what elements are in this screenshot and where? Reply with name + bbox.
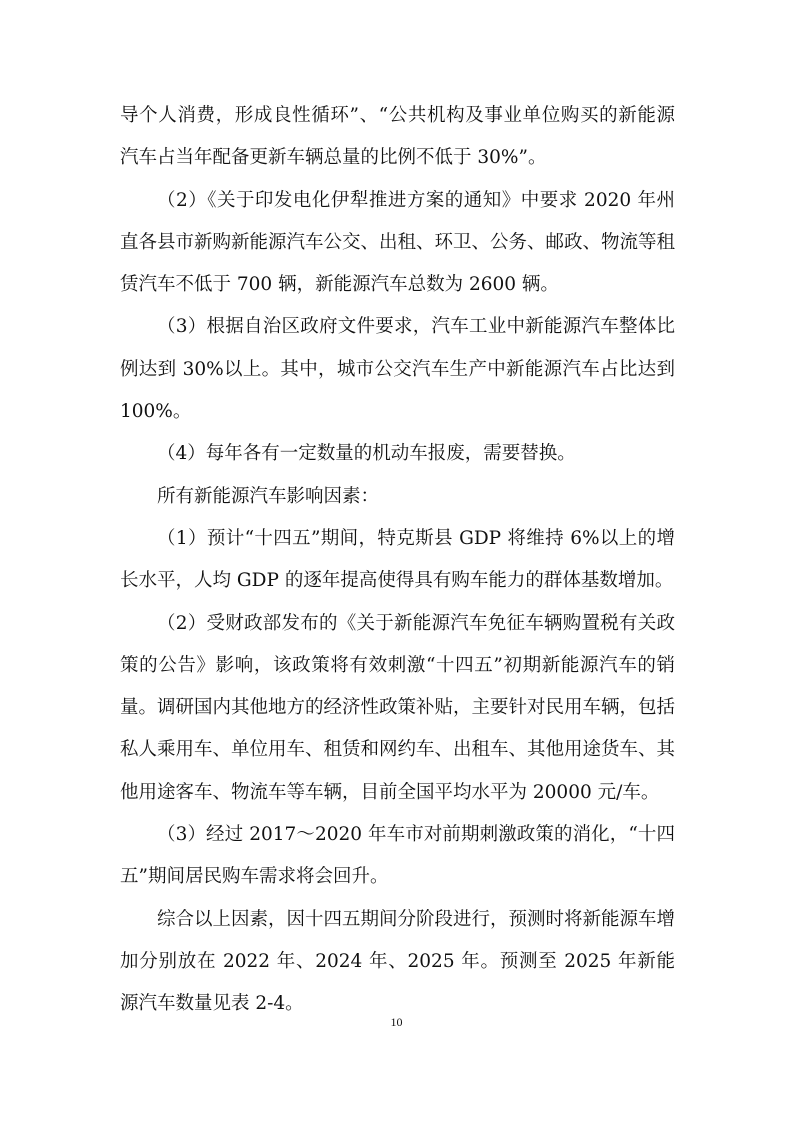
document-body xyxy=(120,95,675,1026)
paragraph-continuation: 导个人消费，形成良性循环”、“公共机构及事业单位购买的新能源汽车占当年配备更新车辆总量的比例不低于 30%”。 xyxy=(120,105,675,169)
paragraph-factor-2-tax-policy: （2）受财政部发布的《关于新能源汽车免征车辆购置税有关政策的公告》影响，该政策将有效刺激“十四五”初期新能源汽车的销量。调研国内其他地方的经济性政策补贴，主要针对民用车辆，包括私人乘用车、单位用车、租赁和网约车、出租车、其他用途货车、其他用途客车、物流车等车辆，目前全国平均水平为 20000 元/车。 xyxy=(120,612,676,803)
paragraph-factor-1-gdp: （1）预计“十四五”期间，特克斯县 GDP 将维持 6%以上的增长水平，人均 GDP 的逐年提高使得具有购车能力的群体基数增加。 xyxy=(120,527,675,592)
paragraph-item-4-scrappage: （4）每年各有一定数量的机动车报废，需要替换。 xyxy=(157,443,576,465)
paragraph-item-3-regional-policy: （3）根据自治区政府文件要求，汽车工业中新能源汽车整体比例达到 30%以上。其中，城市公交汽车生产中新能源汽车占比达到 100%。 xyxy=(120,316,675,423)
paragraph-factor-3-demand: （3）经过 2017～2020 年车市对前期刺激政策的消化，“十四五”期间居民购车需求将会回升。 xyxy=(120,824,675,888)
paragraph-item-2-notice: （2）《关于印发电化伊犁推进方案的通知》中要求 2020 年州直各县市新购新能源汽车公交、出租、环卫、公务、邮政、物流等租赁汽车不低于 700 辆，新能源汽车总数为 2600 辆。 xyxy=(120,189,676,296)
paragraph-factors-heading: 所有新能源汽车影响因素： xyxy=(157,485,380,507)
paragraph-conclusion: 综合以上因素，因十四五期间分阶段进行，预测时将新能源车增加分别放在 2022 年、2024 年、2025 年。预测至 2025 年新能源汽车数量见表 2-4。 xyxy=(120,908,676,1015)
page-number: 10 xyxy=(390,1015,403,1029)
